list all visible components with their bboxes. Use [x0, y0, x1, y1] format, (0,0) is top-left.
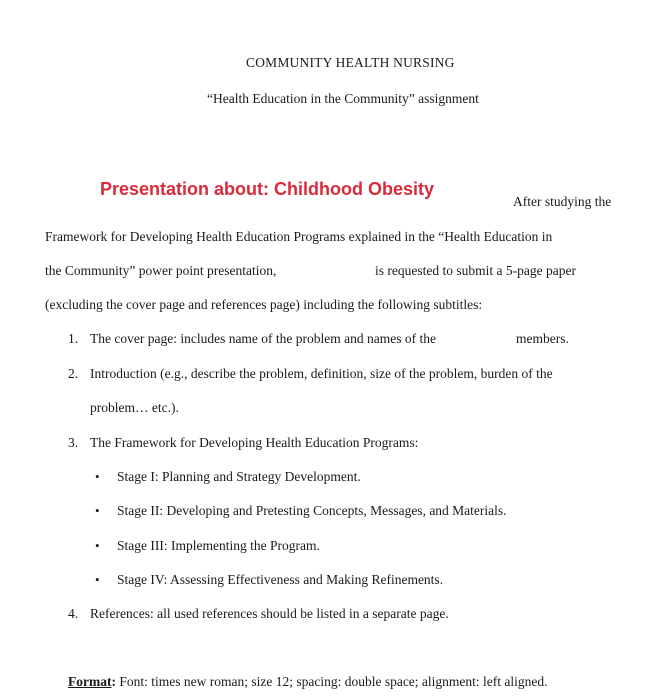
- format-line: [68, 674, 548, 690]
- list-item-2: Introduction (e.g., describe the problem, definition, size of the problem, burden of the: [90, 366, 553, 381]
- stage-2: Stage II: Developing and Pretesting Concepts, Messages, and Materials.: [117, 503, 507, 518]
- stage-1: Stage I: Planning and Strategy Development.: [117, 469, 361, 484]
- list-item-3: The Framework for Developing Health Education Programs:: [90, 435, 419, 450]
- format-label: Format: [68, 674, 112, 689]
- format-colon: :: [111, 674, 116, 689]
- intro-line-4: (excluding the cover page and references page) including the following subtitles:: [45, 297, 483, 312]
- bullet-icon: •: [95, 469, 100, 484]
- bullet-icon: •: [95, 503, 100, 518]
- list-item-1a: The cover page: includes name of the problem and names of the: [90, 331, 436, 346]
- list-number-3: 3.: [68, 435, 79, 450]
- stage-4: Stage IV: Assessing Effectiveness and Making Refinements.: [117, 572, 444, 587]
- list-number-2: 2.: [68, 366, 79, 381]
- assignment-subtitle: “Health Education in the Community” assignment: [207, 91, 479, 106]
- list-item-1b: members.: [516, 331, 569, 346]
- document-header: COMMUNITY HEALTH NURSING: [246, 55, 455, 70]
- stage-3: Stage III: Implementing the Program.: [117, 538, 320, 553]
- presentation-topic: Presentation about: Childhood Obesity: [100, 179, 435, 199]
- bullet-icon: •: [95, 538, 100, 553]
- list-item-4: References: all used references should be listed in a separate page.: [90, 606, 449, 621]
- format-text: Font: times new roman; size 12; spacing: double space; alignment: left aligned.: [119, 674, 548, 689]
- intro-line-1: After studying the: [513, 194, 612, 209]
- intro-line-3b: is requested to submit a 5-page paper: [375, 263, 576, 278]
- bullet-icon: •: [95, 572, 100, 587]
- intro-line-3a: the Community” power point presentation,: [45, 263, 277, 278]
- list-item-2-cont: problem… etc.).: [90, 400, 179, 415]
- list-number-1: 1.: [68, 331, 79, 346]
- intro-line-2: Framework for Developing Health Education Programs explained in the “Health Education in: [45, 229, 553, 244]
- list-number-4: 4.: [68, 606, 79, 621]
